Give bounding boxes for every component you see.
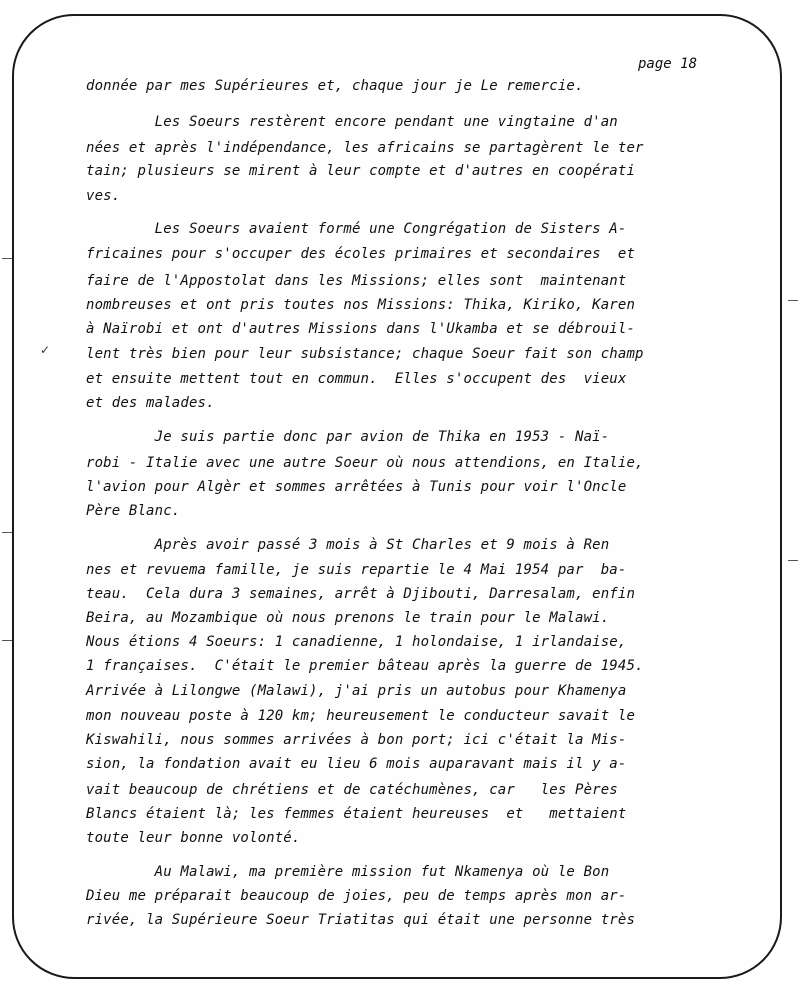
margin-tick (2, 532, 12, 533)
text-line: Les Soeurs restèrent encore pendant une vingtaine d'an (86, 114, 618, 130)
text-line: nes et revuema famille, je suis repartie le 4 Mai 1954 par ba- (86, 562, 627, 578)
text-line: Les Soeurs avaient formé une Congrégation de Sisters A- (86, 221, 627, 237)
text-line: et des malades. (86, 395, 215, 411)
margin-tick (2, 258, 12, 259)
margin-check-mark: ✓ (40, 343, 51, 357)
text-line: Beira, au Mozambique où nous prenons le train pour le Malawi. (86, 610, 610, 626)
text-line: sion, la fondation avait eu lieu 6 mois auparavant mais il y a- (86, 756, 627, 772)
text-line: donnée par mes Supérieures et, chaque jour je Le remercie. (86, 78, 584, 94)
margin-tick (788, 560, 798, 561)
margin-tick (2, 640, 12, 641)
text-line: Arrivée à Lilongwe (Malawi), j'ai pris un autobus pour Khamenya (86, 683, 627, 699)
text-line: robi - Italie avec une autre Soeur où nous attendions, en Italie, (86, 455, 644, 471)
text-line: rivée, la Supérieure Soeur Triatitas qui était une personne très (86, 912, 636, 928)
text-line: fricaines pour s'occuper des écoles primaires et secondaires et (86, 246, 636, 262)
text-line: 1 françaises. C'était le premier bâteau après la guerre de 1945. (86, 658, 644, 674)
text-line: lent très bien pour leur subsistance; chaque Soeur fait son champ (86, 346, 644, 362)
text-line: vait beaucoup de chrétiens et de catéchumènes, car les Pères (86, 782, 618, 798)
text-line: Je suis partie donc par avion de Thika en 1953 - Naï- (86, 429, 610, 445)
text-line: Nous étions 4 Soeurs: 1 canadienne, 1 holondaise, 1 irlandaise, (86, 634, 627, 650)
text-line: tain; plusieurs se mirent à leur compte et d'autres en coopérati (86, 163, 636, 179)
text-line: Au Malawi, ma première mission fut Nkamenya où le Bon (86, 864, 610, 880)
margin-tick (788, 300, 798, 301)
text-line: et ensuite mettent tout en commun. Elles s'occupent des vieux (86, 371, 627, 387)
text-line: Après avoir passé 3 mois à St Charles et 9 mois à Ren (86, 537, 610, 553)
page-number: page 18 (638, 56, 698, 72)
text-line: à Naïrobi et ont d'autres Missions dans l'Ukamba et se débrouil- (86, 321, 636, 337)
text-line: ves. (86, 188, 121, 204)
text-line: nombreuses et ont pris toutes nos Missions: Thika, Kiriko, Karen (86, 297, 636, 313)
text-line: mon nouveau poste à 120 km; heureusement le conducteur savait le (86, 708, 636, 724)
text-line: teau. Cela dura 3 semaines, arrêt à Djibouti, Darresalam, enfin (86, 586, 636, 602)
text-line: faire de l'Appostolat dans les Missions; elles sont maintenant (86, 273, 627, 289)
text-line: toute leur bonne volonté. (86, 830, 301, 846)
text-line: Dieu me préparait beaucoup de joies, peu de temps après mon ar- (86, 888, 627, 904)
text-line: nées et après l'indépendance, les africains se partagèrent le ter (86, 140, 644, 156)
text-line: Kiswahili, nous sommes arrivées à bon port; ici c'était la Mis- (86, 732, 627, 748)
text-line: Père Blanc. (86, 503, 181, 519)
text-line: l'avion pour Algèr et sommes arrêtées à Tunis pour voir l'Oncle (86, 479, 627, 495)
text-line: Blancs étaient là; les femmes étaient heureuses et mettaient (86, 806, 627, 822)
